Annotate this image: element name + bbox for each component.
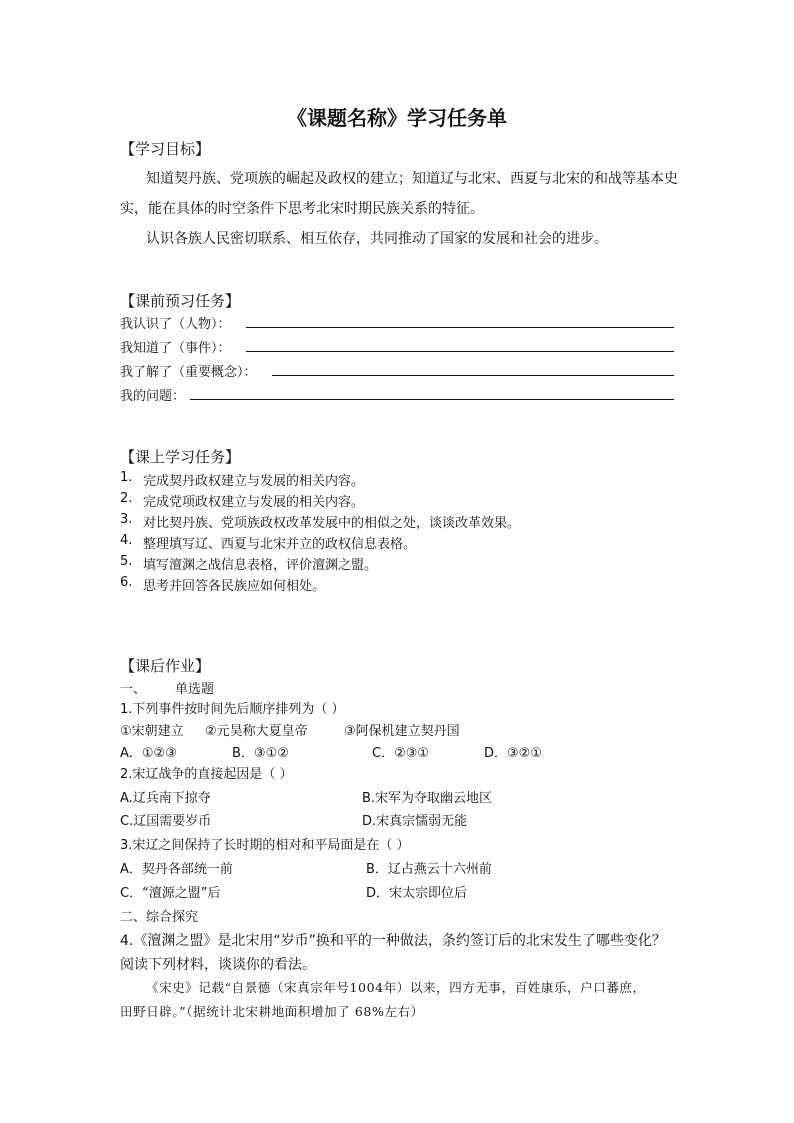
answer-line[interactable] xyxy=(246,351,674,352)
preview-row-label: 我认识了（人物）： xyxy=(120,317,231,332)
inclass-heading: 【课上学习任务】 xyxy=(120,448,241,466)
preview-heading: 【课前预习任务】 xyxy=(120,292,241,310)
answer-line[interactable] xyxy=(272,375,674,376)
task-text: 完成党项政权建立与发展的相关内容。 xyxy=(143,495,365,510)
homework-heading: 【课后作业】 xyxy=(120,657,211,675)
task-text: 对比契丹族、党项族政权改革发展中的相似之处，谈谈改革效果。 xyxy=(143,516,521,531)
answer-option[interactable]: A．契丹各部统一前 xyxy=(120,862,233,877)
question-stem: 1.下列事件按时间先后顺序排列为（ ） xyxy=(120,702,345,717)
answer-option[interactable]: B．③①② xyxy=(232,746,289,761)
q4-stem-line-2: 阅读下列材料，谈谈你的看法。 xyxy=(120,957,316,973)
q4-stem-line-1: 4.《澶渊之盟》是北宋用“岁币”换和平的一种做法，条约签订后的北宋发生了哪些变化？ xyxy=(120,933,666,949)
answer-option[interactable]: C.辽国需要岁币 xyxy=(120,814,212,829)
task-number: 6. xyxy=(120,575,133,590)
preview-row-label: 我的问题： xyxy=(120,389,186,404)
objectives-paragraph-line-2: 实，能在具体的时空条件下思考北宋时期民族关系的特征。 xyxy=(120,201,484,217)
q1-event: ①宋朝建立 xyxy=(120,724,184,739)
objectives-paragraph-2: 认识各族人民密切联系、相互依存，共同推动了国家的发展和社会的进步。 xyxy=(146,231,608,247)
task-number: 1. xyxy=(120,470,133,485)
section-title: 单选题 xyxy=(175,682,215,697)
answer-option[interactable]: C．②③① xyxy=(372,746,430,761)
task-text: 完成契丹政权建立与发展的相关内容。 xyxy=(143,474,365,489)
task-text: 填写澶渊之战信息表格，评价澶渊之盟。 xyxy=(143,558,378,573)
answer-option[interactable]: D.宋真宗懦弱无能 xyxy=(362,814,468,829)
task-number: 4. xyxy=(120,533,133,548)
answer-option[interactable]: B．辽占燕云十六州前 xyxy=(366,862,492,877)
section-2-title: 二、综合探究 xyxy=(120,910,199,925)
answer-option[interactable]: C．“澶源之盟”后 xyxy=(120,886,221,901)
question-stem: 3.宋辽之间保持了长时期的相对和平局面是在（ ） xyxy=(120,838,410,853)
task-text: 思考并回答各民族应如何相处。 xyxy=(143,579,326,594)
page-title: 《课题名称》学习任务单 xyxy=(287,106,507,130)
preview-row-label: 我了解了（重要概念）： xyxy=(120,365,257,380)
objectives-paragraph-line-1: 知道契丹族、党项族的崛起及政权的建立；知道辽与北宋、西夏与北宋的和战等基本史 xyxy=(146,171,678,187)
q1-event: ②元昊称大夏皇帝 xyxy=(205,724,308,739)
task-number: 5. xyxy=(120,554,133,569)
answer-line[interactable] xyxy=(190,399,674,400)
q1-event: ③阿保机建立契丹国 xyxy=(344,724,460,739)
answer-option[interactable]: D．③②① xyxy=(484,746,542,761)
answer-option[interactable]: B.宋军为夺取幽云地区 xyxy=(362,791,493,806)
question-stem: 2.宋辽战争的直接起因是（ ） xyxy=(120,767,293,782)
answer-option[interactable]: A．①②③ xyxy=(120,746,177,761)
quote-line-1: 《宋史》记载“自景德（宋真宗年号1004年）以来，四方无事，百姓康乐，户口蕃庶， xyxy=(146,980,646,995)
objectives-heading: 【学习目标】 xyxy=(120,140,211,158)
task-number: 2. xyxy=(120,491,133,506)
quote-line-2: 田野日辟。”（据统计北宋耕地面积增加了 68%左右） xyxy=(120,1004,424,1019)
answer-line[interactable] xyxy=(246,327,674,328)
answer-option[interactable]: D．宋太宗即位后 xyxy=(366,886,468,901)
task-text: 整理填写辽、西夏与北宋并立的政权信息表格。 xyxy=(143,537,417,552)
section-number: 一、 xyxy=(120,682,147,697)
task-number: 3. xyxy=(120,512,133,527)
preview-row-label: 我知道了（事件）： xyxy=(120,341,231,356)
answer-option[interactable]: A.辽兵南下掠夺 xyxy=(120,791,211,806)
